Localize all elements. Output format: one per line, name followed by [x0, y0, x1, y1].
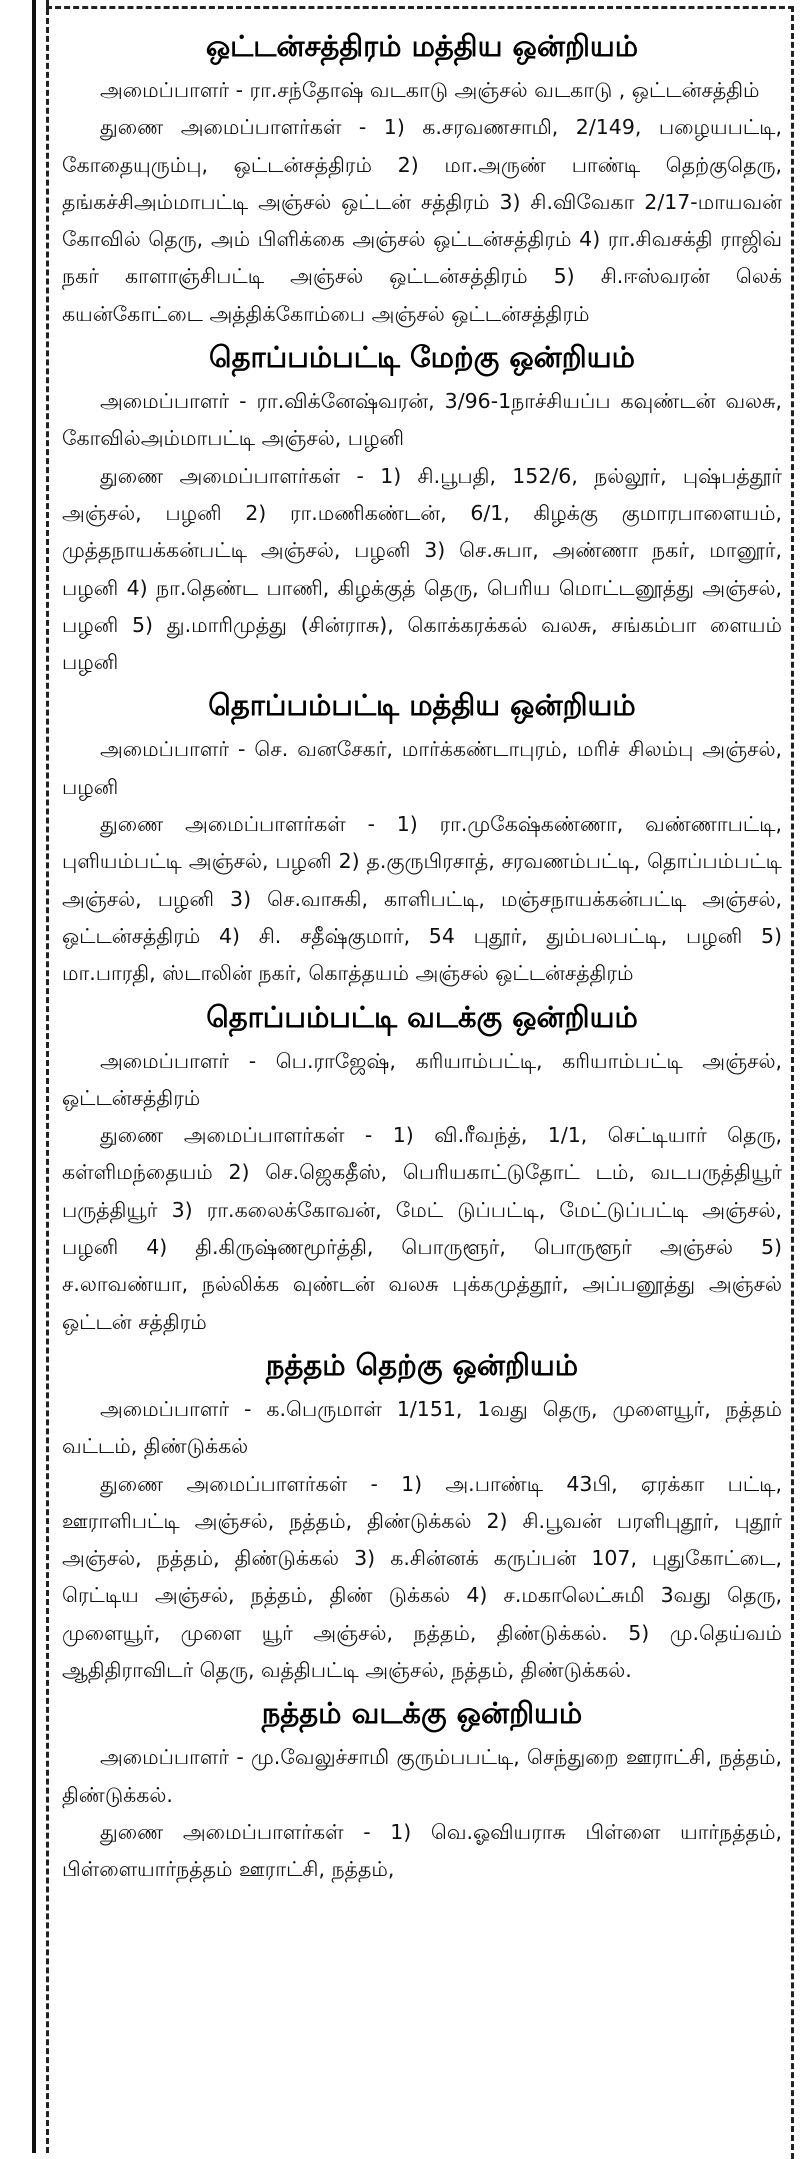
organizer-paragraph: அமைப்பாளர் - செ. வனசேகர், மார்க்கண்டாபுரம், மரிச் சிலம்பு அஞ்சல், பழனி [62, 737, 782, 799]
organizer-paragraph: அமைப்பாளர் - க.பெருமாள் 1/151, 1வது தெரு, முளையூர், நத்தம் வட்டம், திண்டுக்கல் [62, 1396, 782, 1459]
article-column [62, 22, 782, 1888]
section-ottanchathiram-central [62, 24, 782, 333]
organizer-paragraph: அமைப்பாளர் - பெ.ராஜேஷ், கரியாம்பட்டி, கரியாம்பட்டி அஞ்சல், ஒட்டன்சத்திரம் [62, 1048, 782, 1110]
section-heading: தொப்பம்பட்டி மேற்கு ஒன்றியம் [209, 340, 635, 375]
deputies-paragraph: துணை அமைப்பாளர்கள் - 1) அ.பாண்டி 43பி, ஏரக்கா பட்டி, ஊராளிபட்டி அஞ்சல், நத்தம், திண்டுக்கல் 2) சி.பூவன் பரளிபுதூர், புதூர் அஞ்சல், நத்தம், திண்டுக்கல் 3) க.சின்னக் கருப்பன் 107, புதுகோட்டை, ரெட்டிய அஞ்சல், நத்தம், திண் டுக்கல் 4) ச.மகாலெட்சுமி 3வது தெரு, முளையூர், முளை யூர் அஞ்சல், நத்தம், திண்டுக்கல். 5) மு.தெய்வம் ஆதிதிராவிடர் தெரு, வத்திபட்டி அஞ்சல், நத்தம், திண்டுக்கல். [62, 1471, 782, 1682]
section-heading: தொப்பம்பட்டி மத்திய ஒன்றியம் [208, 688, 636, 723]
section-thoppampatti-west [62, 335, 782, 681]
deputies-paragraph: துணை அமைப்பாளர்கள் - 1) க.சரவணசாமி, 2/149, பழையபட்டி, கோதையுரும்பு, ஒட்டன்சத்திரம் 2) மா.அருண் பாண்டி தெற்குதெரு, தங்கச்சிஅம்மாபட்டி அஞ்சல் ஒட்டன் சத்திரம் 3) சி.விவேகா 2/17-மாயவன் கோவில் தெரு, அம் பிளிக்கை அஞ்சல் ஒட்டன்சத்திரம் 4) ரா.சிவசக்தி ராஜிவ் நகர் காளாஞ்சிபட்டி அஞ்சல் ஒட்டன்சத்திரம் 5) சி.ஈஸ்வரன் லெக் கயன்கோட்டை அத்திக்கோம்பை அஞ்சல் ஒட்டன்சத்திரம் [62, 115, 782, 326]
section-heading: ஒட்டன்சத்திரம் மத்திய ஒன்றியம் [205, 29, 639, 63]
deputies-paragraph: துணை அமைப்பாளர்கள் - 1) வி.ரீவந்த், 1/1, செட்டியார் தெரு, கள்ளிமந்தையம் 2) செ.ஜெகதீஸ், பெரியகாட்டுதோட் டம், வடபருத்தியூர் பருத்தியூர் 3) ரா.கலைக்கோவன், மேட் டுப்பட்டி, மேட்டுப்பட்டி அஞ்சல், பழனி 4) தி.கிருஷ்ணமூர்த்தி, பொருளூர், பொருளூர் அஞ்சல் 5) ச.லாவண்யா, நல்லிக்க வுண்டன் வலசு புக்கமுத்தூர், அப்பனூத்து அஞ்சல் ஒட்டன் சத்திரம் [62, 1123, 782, 1334]
dashed-border-top [46, 6, 794, 9]
organizer-paragraph: அமைப்பாளர் - ரா.விக்னேஷ்வரன், 3/96-1நாச்சியப்ப கவுண்டன் வலசு, கோவில்அம்மாபட்டி அஞ்சல், பழனி [62, 389, 782, 451]
section-natham-north [62, 1691, 782, 1888]
organizer-paragraph: அமைப்பாளர் - மு.வேலுச்சாமி குரும்பபட்டி, செந்துறை ஊராட்சி, நத்தம், திண்டுக்கல். [62, 1745, 782, 1807]
column-rule-solid [32, 0, 36, 2153]
dashed-border-left [46, 0, 49, 2153]
dashed-border-right [791, 6, 794, 2159]
section-heading: நத்தம் தெற்கு ஒன்றியம் [265, 1347, 579, 1382]
section-heading: நத்தம் வடக்கு ஒன்றியம் [261, 1696, 583, 1731]
deputies-paragraph: துணை அமைப்பாளர்கள் - 1) வெ.ஓவியராசு பிள்ளை யார்நத்தம், பிள்ளையார்நத்தம் ஊராட்சி, நத்தம், [62, 1819, 782, 1882]
section-thoppampatti-north [62, 995, 782, 1341]
deputies-paragraph: துணை அமைப்பாளர்கள் - 1) சி.பூபதி, 152/6, நல்லூர், புஷ்பத்தூர் அஞ்சல், பழனி 2) ரா.மணிகண்டன், 6/1, கிழக்கு குமாரபாளையம், முத்தநாயக்கன்பட்டி அஞ்சல், பழனி 3) செ.சுபா, அண்ணா நகர், மானூர், பழனி 4) நா.தெண்ட பாணி, கிழக்குத் தெரு, பெரிய மொட்டனூத்து அஞ்சல், பழனி 5) து.மாரிமுத்து (சின்ராசு), கொக்கரக்கல் வலசு, சங்கம்பா ளையம் பழனி [62, 463, 782, 675]
organizer-paragraph: அமைப்பாளர் - ரா.சந்தோஷ் வடகாடு அஞ்சல் வடகாடு , ஒட்டன்சத்திம் [100, 78, 760, 102]
section-thoppampatti-central [62, 683, 782, 992]
deputies-paragraph: துணை அமைப்பாளர்கள் - 1) ரா.முகேஷ்கண்ணா, வண்ணாபட்டி, புளியம்பட்டி அஞ்சல், பழனி 2) த.குருபிரசாத், சரவணம்பட்டி, தொப்பம்பட்டி அஞ்சல், பழனி 3) செ.வாசுகி, காளிபட்டி, மஞ்சநாயக்கன்பட்டி அஞ்சல், ஒட்டன்சத்திரம் 4) சி. சதீஷ்குமார், 54 புதூர், தும்பலபட்டி, பழனி 5) மா.பாரதி, ஸ்டாலின் நகர், கொத்தயம் அஞ்சல் ஒட்டன்சத்திரம் [62, 812, 782, 986]
section-heading: தொப்பம்பட்டி வடக்கு ஒன்றியம் [206, 999, 638, 1034]
section-natham-south [62, 1343, 782, 1689]
